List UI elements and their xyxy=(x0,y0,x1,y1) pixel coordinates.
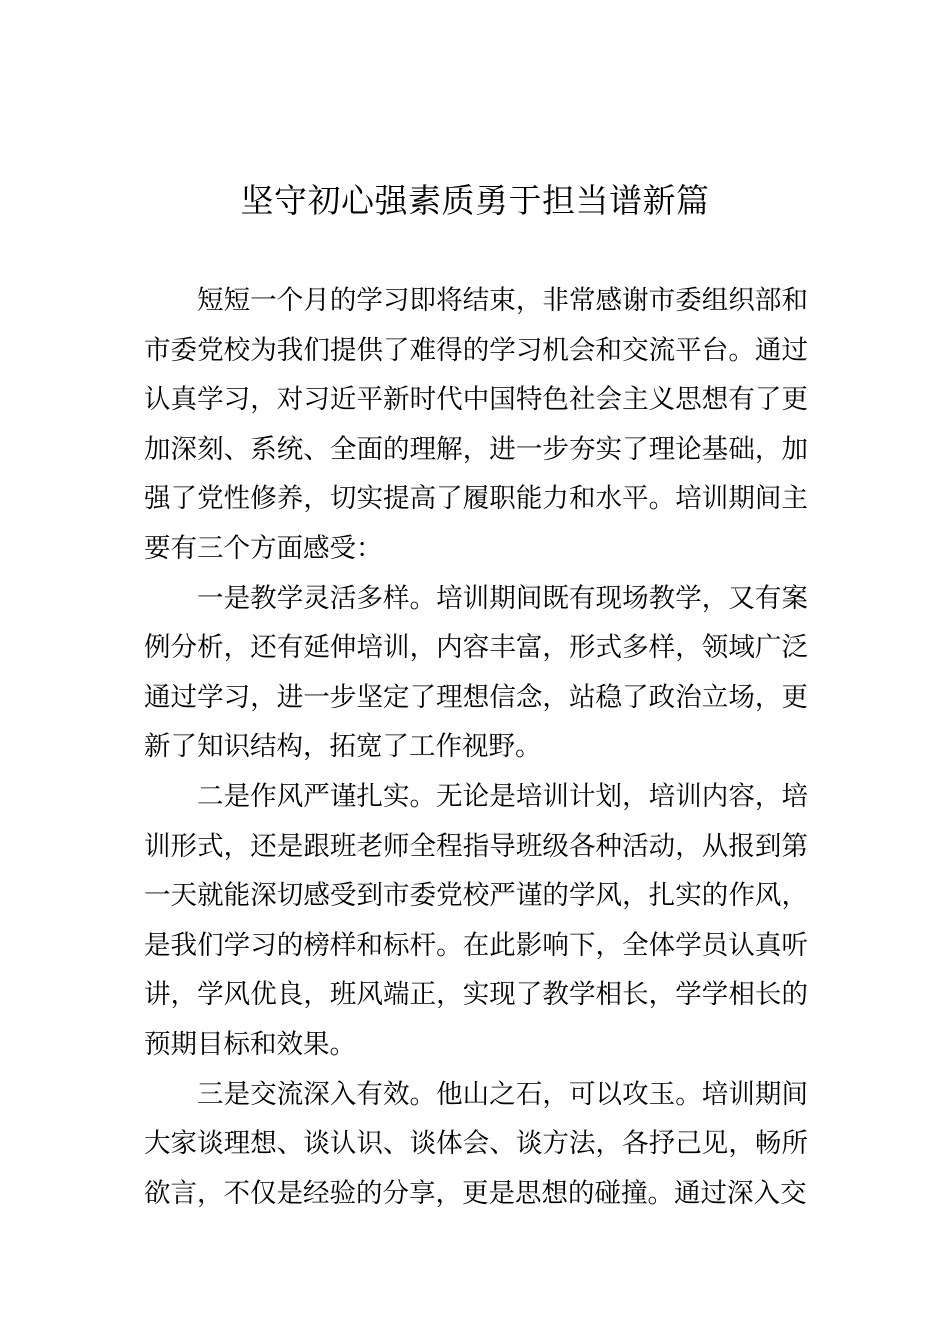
paragraph-style: 二是作风严谨扎实。无论是培训计划，培训内容，培训形式，还是跟班老师全程指导班级各种活动，从报到第一天就能深切感受到市委党校严谨的学风，扎实的作风，是我们学习的榜样和标杆。在此影响下，全体学员认真听讲，学风优良，班风端正，实现了教学相长，学学相长的预期目标和效果。 xyxy=(144,780,808,1060)
paragraph-exchange: 三是交流深入有效。他山之石，可以攻玉。培训期间大家谈理想、谈认识、谈体会、谈方法，各抒己见，畅所欲言，不仅是经验的分享，更是思想的碰撞。通过深入交 xyxy=(144,1078,808,1209)
document-body xyxy=(144,276,808,1218)
paragraph-teaching: 一是教学灵活多样。培训期间既有现场教学，又有案例分析，还有延伸培训，内容丰富，形式多样，领域广泛通过学习，进一步坚定了理想信念，站稳了政治立场，更新了知识结构，拓宽了工作视野。 xyxy=(144,582,808,763)
document-title: 坚守初心强素质勇于担当谱新篇 xyxy=(240,181,710,220)
paragraph-intro: 短短一个月的学习即将结束，非常感谢市委组织部和市委党校为我们提供了难得的学习机会和交流平台。通过认真学习，对习近平新时代中国特色社会主义思想有了更加深刻、系统、全面的理解，进一步夯实了理论基础，加强了党性修养，切实提高了履职能力和水平。培训期间主要有三个方面感受： xyxy=(144,285,808,564)
